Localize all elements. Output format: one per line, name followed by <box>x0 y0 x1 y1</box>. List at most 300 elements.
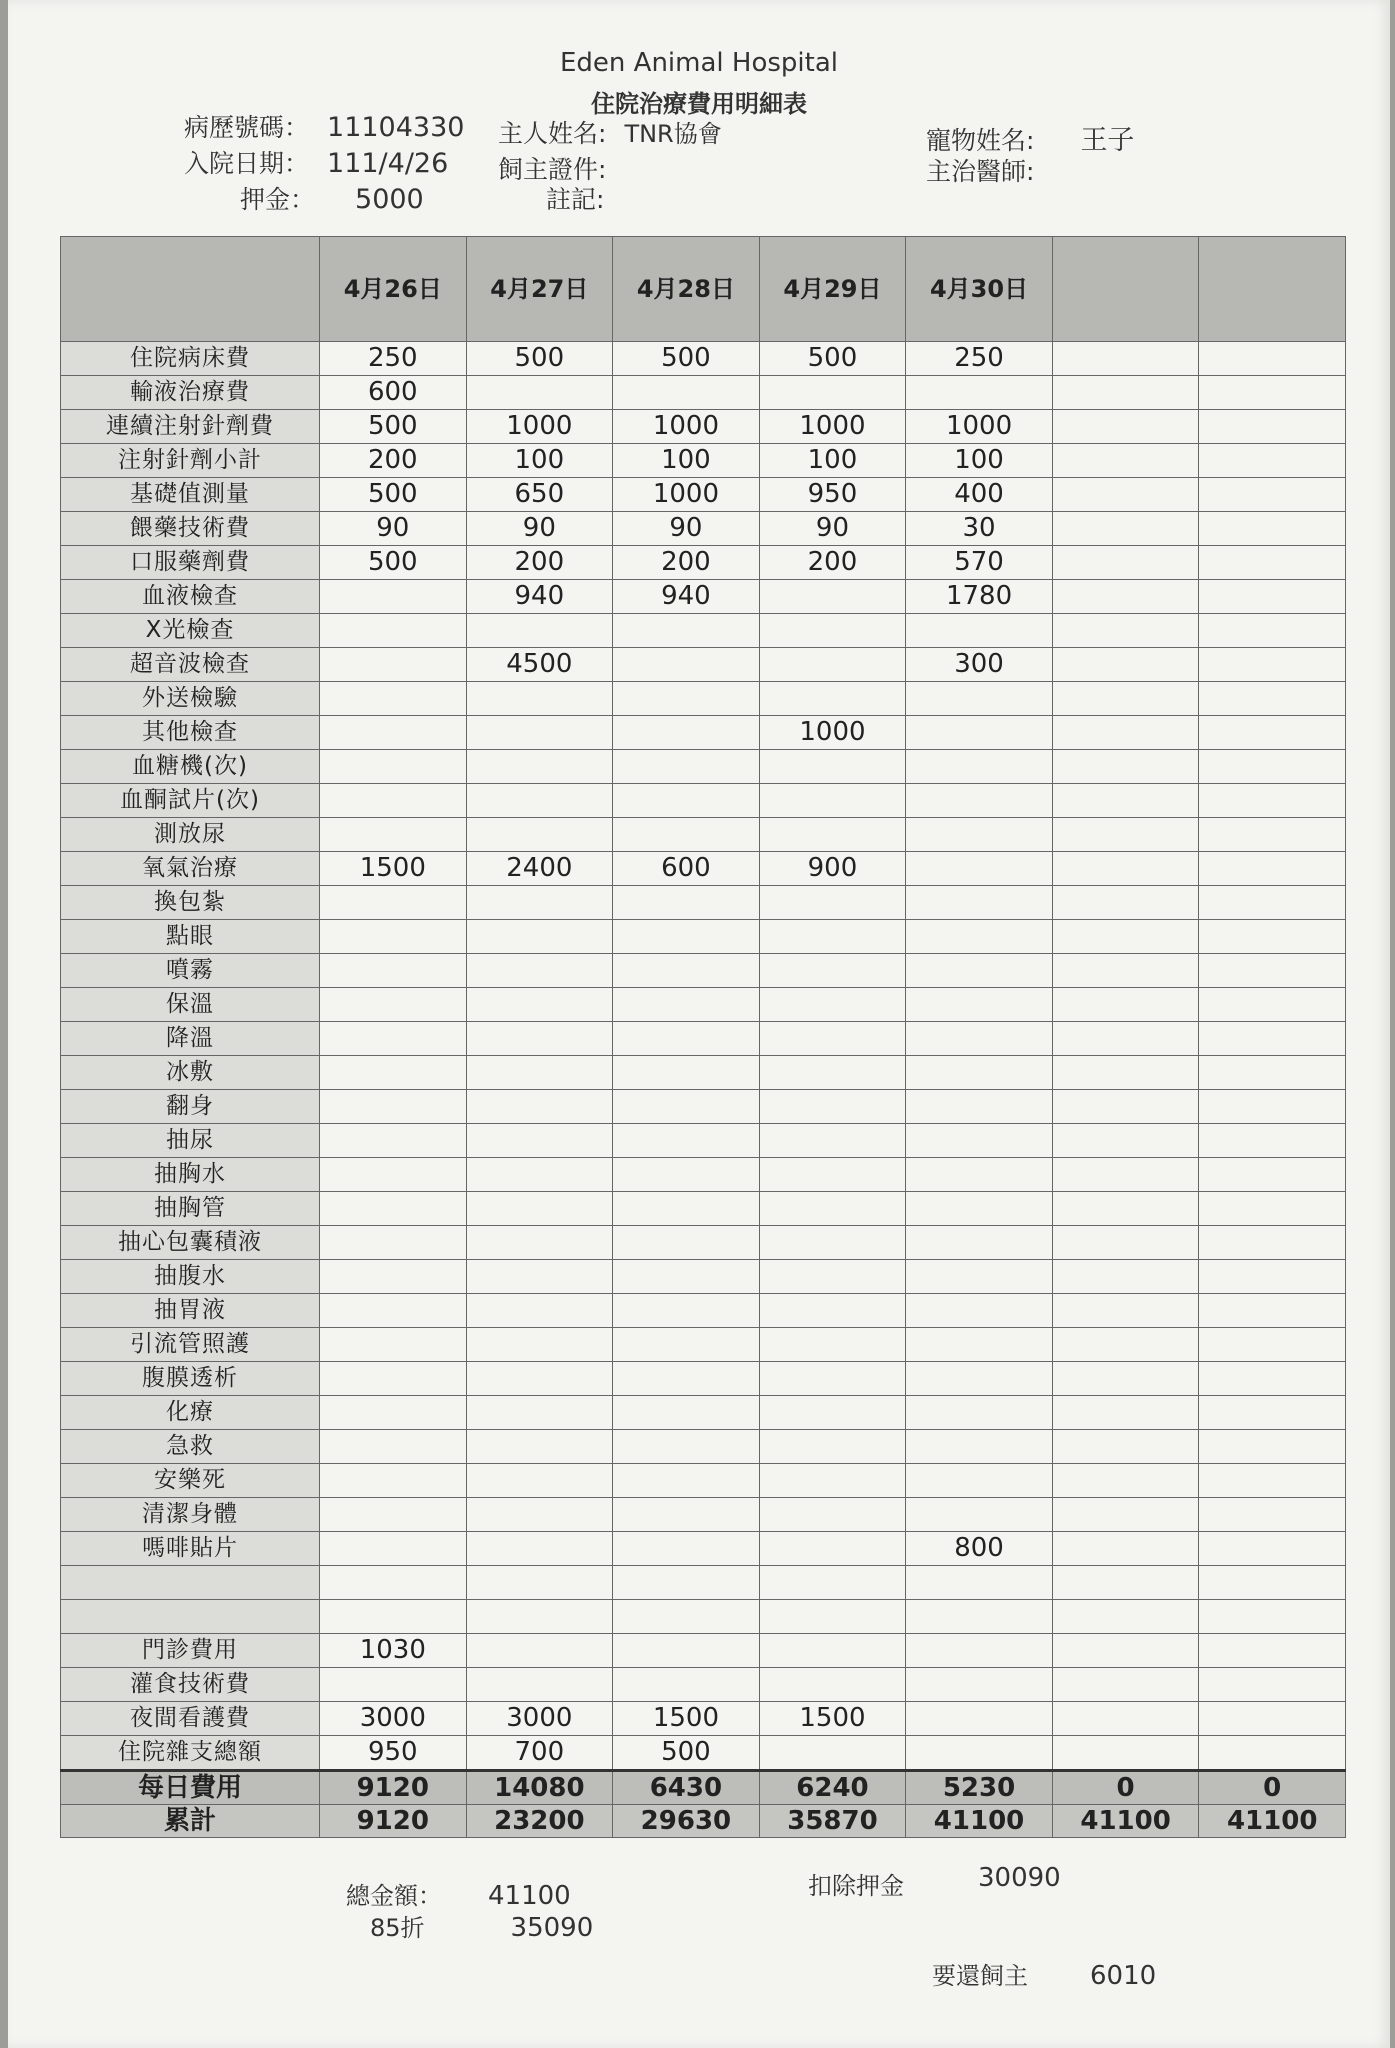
refund-owner-field <box>932 1956 1156 1991</box>
fee-cell <box>1199 1090 1346 1124</box>
fee-item-label: 灌食技術費 <box>61 1668 320 1702</box>
fee-cell <box>1052 1498 1199 1532</box>
fee-cell <box>1052 512 1199 546</box>
fee-cell <box>320 886 467 920</box>
fee-cell: 2400 <box>466 852 613 886</box>
fee-cell <box>320 1430 467 1464</box>
daily-total-cell: 6430 <box>613 1771 760 1805</box>
fee-cell: 400 <box>906 478 1053 512</box>
discount-field <box>370 1908 593 1943</box>
fee-cell <box>466 716 613 750</box>
fee-item-label: 氧氣治療 <box>61 852 320 886</box>
fee-cell: 500 <box>466 342 613 376</box>
fee-cell: 100 <box>906 444 1053 478</box>
fee-cell <box>320 1498 467 1532</box>
fee-cell <box>320 1260 467 1294</box>
fee-row <box>61 1090 1346 1124</box>
pet-name-value: 王子 <box>1080 125 1135 156</box>
fee-cell <box>1052 614 1199 648</box>
fee-cell <box>1199 1498 1346 1532</box>
fee-cell <box>466 1260 613 1294</box>
fee-cell <box>320 1294 467 1328</box>
fee-item-label: 超音波檢查 <box>61 648 320 682</box>
fee-cell <box>320 1668 467 1702</box>
fee-row <box>61 852 1346 886</box>
fee-item-label: 點眼 <box>61 920 320 954</box>
date-header: 4月26日 <box>320 237 467 342</box>
fee-cell <box>759 1226 906 1260</box>
fee-cell: 100 <box>613 444 760 478</box>
fee-cell <box>320 954 467 988</box>
fee-cell <box>613 716 760 750</box>
total-amount-field <box>346 1876 571 1911</box>
fee-item-label: 血液檢查 <box>61 580 320 614</box>
fee-cell <box>759 1600 906 1634</box>
fee-cell <box>1199 1260 1346 1294</box>
fee-row <box>61 614 1346 648</box>
fee-cell <box>759 376 906 410</box>
fee-item-label: 輸液治療費 <box>61 376 320 410</box>
refund-owner-value: 6010 <box>1090 1961 1157 1991</box>
fee-cell <box>1052 410 1199 444</box>
fee-cell <box>1052 1022 1199 1056</box>
fee-cell <box>906 614 1053 648</box>
document-title: 住院治療費用明細表 <box>591 90 807 118</box>
fee-cell <box>1199 648 1346 682</box>
fee-item-label: 嗎啡貼片 <box>61 1532 320 1566</box>
fee-cell: 500 <box>613 1736 760 1771</box>
fee-cell <box>320 1022 467 1056</box>
fee-cell <box>466 1192 613 1226</box>
fee-cell <box>1052 1600 1199 1634</box>
fee-item-label: 血糖機(次) <box>61 750 320 784</box>
fee-row <box>61 1668 1346 1702</box>
fee-cell <box>906 1124 1053 1158</box>
cumulative-row <box>61 1805 1346 1838</box>
fee-cell <box>1052 920 1199 954</box>
fee-cell <box>466 614 613 648</box>
fee-cell <box>1199 444 1346 478</box>
fee-cell <box>1052 852 1199 886</box>
fee-cell <box>906 1226 1053 1260</box>
fee-cell: 1000 <box>759 410 906 444</box>
fee-cell <box>320 1464 467 1498</box>
note-label: 註記: <box>546 185 605 214</box>
owner-value: TNR協會 <box>624 120 722 148</box>
fee-cell <box>1052 1192 1199 1226</box>
fee-cell <box>759 1158 906 1192</box>
fee-row <box>61 1430 1346 1464</box>
fee-cell <box>613 750 760 784</box>
fee-cell <box>320 1192 467 1226</box>
fee-cell <box>1199 410 1346 444</box>
fee-row <box>61 1600 1346 1634</box>
fee-item-label: 注射針劑小計 <box>61 444 320 478</box>
fee-row <box>61 1260 1346 1294</box>
invoice-paper <box>8 0 1390 2048</box>
fee-cell <box>1052 682 1199 716</box>
fee-cell <box>1199 1226 1346 1260</box>
fee-cell <box>906 1260 1053 1294</box>
fee-item-label: 抽胸管 <box>61 1192 320 1226</box>
fee-table-body <box>61 342 1346 1771</box>
daily-total-cell: 6240 <box>759 1771 906 1805</box>
fee-cell: 1030 <box>320 1634 467 1668</box>
fee-cell <box>1199 886 1346 920</box>
fee-item-label: 抽尿 <box>61 1124 320 1158</box>
fee-cell <box>1052 1634 1199 1668</box>
fee-cell <box>1052 1396 1199 1430</box>
fee-cell <box>613 1634 760 1668</box>
fee-cell <box>906 818 1053 852</box>
fee-item-label: 門診費用 <box>61 1634 320 1668</box>
fee-cell <box>906 1668 1053 1702</box>
fee-cell <box>1199 750 1346 784</box>
fee-item-label: 口服藥劑費 <box>61 546 320 580</box>
fee-cell <box>613 1396 760 1430</box>
fee-cell <box>906 784 1053 818</box>
fee-cell <box>1199 546 1346 580</box>
fee-cell <box>759 1090 906 1124</box>
fee-cell <box>466 1124 613 1158</box>
fee-cell <box>759 1430 906 1464</box>
fee-cell: 250 <box>320 342 467 376</box>
fee-cell <box>1052 1328 1199 1362</box>
fee-cell <box>613 988 760 1022</box>
cumulative-cell: 35870 <box>759 1805 906 1838</box>
fee-cell <box>613 648 760 682</box>
fee-cell: 1000 <box>906 410 1053 444</box>
fee-cell <box>1052 1158 1199 1192</box>
fee-cell <box>1052 1294 1199 1328</box>
fee-cell <box>906 1090 1053 1124</box>
fee-cell <box>1199 376 1346 410</box>
daily-total-cell: 14080 <box>466 1771 613 1805</box>
fee-cell <box>1052 1056 1199 1090</box>
fee-row <box>61 1124 1346 1158</box>
fee-cell <box>613 1328 760 1362</box>
fee-cell <box>1199 614 1346 648</box>
fee-cell <box>1199 852 1346 886</box>
daily-total-row <box>61 1771 1346 1805</box>
fee-cell: 500 <box>320 410 467 444</box>
fee-row <box>61 682 1346 716</box>
fee-row <box>61 546 1346 580</box>
fee-cell <box>759 1566 906 1600</box>
fee-cell <box>1199 1328 1346 1362</box>
fee-cell: 940 <box>466 580 613 614</box>
date-header <box>1199 237 1346 342</box>
discounted-value: 35090 <box>510 1913 594 1943</box>
fee-item-label: 夜間看護費 <box>61 1702 320 1736</box>
daily-total-cell: 9120 <box>320 1771 467 1805</box>
fee-cell <box>906 1192 1053 1226</box>
fee-cell <box>906 1702 1053 1736</box>
refund-owner-label: 要還飼主 <box>932 1962 1028 1990</box>
fee-cell: 1000 <box>759 716 906 750</box>
fee-cell <box>1052 886 1199 920</box>
admit-date-label: 入院日期： <box>184 149 310 178</box>
fee-cell: 200 <box>613 546 760 580</box>
fee-cell <box>1199 920 1346 954</box>
deposit-label: 押金： <box>240 185 316 214</box>
fee-cell <box>1199 1464 1346 1498</box>
fee-cell <box>466 1498 613 1532</box>
fee-cell <box>759 614 906 648</box>
fee-cell <box>1052 342 1199 376</box>
fee-cell <box>320 1090 467 1124</box>
fee-cell <box>466 1464 613 1498</box>
fee-cell <box>1052 1532 1199 1566</box>
fee-cell: 90 <box>613 512 760 546</box>
fee-row <box>61 1328 1346 1362</box>
fee-cell <box>906 376 1053 410</box>
record-number-field <box>184 108 464 144</box>
fee-cell <box>1052 1736 1199 1771</box>
fee-cell <box>613 1158 760 1192</box>
cumulative-cell: 29630 <box>613 1805 760 1838</box>
fee-cell <box>906 852 1053 886</box>
fee-cell <box>466 750 613 784</box>
daily-total-cell: 0 <box>1052 1771 1199 1805</box>
fee-cell <box>759 1192 906 1226</box>
hospital-name: Eden Animal Hospital <box>560 48 838 78</box>
fee-cell: 300 <box>906 648 1053 682</box>
fee-cell <box>1199 1362 1346 1396</box>
fee-cell <box>1199 580 1346 614</box>
fee-cell <box>759 1736 906 1771</box>
fee-cell: 500 <box>613 342 760 376</box>
fee-cell <box>759 1396 906 1430</box>
fee-cell: 100 <box>466 444 613 478</box>
fee-cell: 600 <box>320 376 467 410</box>
fee-cell: 200 <box>320 444 467 478</box>
fee-item-label: 引流管照護 <box>61 1328 320 1362</box>
fee-cell <box>1199 1430 1346 1464</box>
fee-cell <box>906 716 1053 750</box>
fee-row <box>61 784 1346 818</box>
fee-cell <box>320 716 467 750</box>
fee-row <box>61 1532 1346 1566</box>
fee-cell <box>759 954 906 988</box>
fee-row <box>61 1498 1346 1532</box>
deduct-deposit-value: 30090 <box>978 1863 1061 1893</box>
fee-cell <box>906 1736 1053 1771</box>
fee-cell: 900 <box>759 852 906 886</box>
fee-cell: 940 <box>613 580 760 614</box>
fee-row <box>61 410 1346 444</box>
fee-row <box>61 376 1346 410</box>
fee-cell <box>1199 1634 1346 1668</box>
fee-cell <box>759 1260 906 1294</box>
fee-cell <box>320 682 467 716</box>
fee-cell: 800 <box>906 1532 1053 1566</box>
fee-cell <box>1199 1736 1346 1771</box>
fee-cell <box>320 1226 467 1260</box>
fee-cell <box>466 1328 613 1362</box>
fee-cell <box>613 920 760 954</box>
fee-row <box>61 1566 1346 1600</box>
fee-cell <box>906 886 1053 920</box>
fee-cell <box>1199 1022 1346 1056</box>
fee-cell <box>906 1498 1053 1532</box>
fee-item-label: 抽腹水 <box>61 1260 320 1294</box>
fee-cell <box>613 1124 760 1158</box>
fee-cell <box>759 1294 906 1328</box>
fee-cell <box>1052 1668 1199 1702</box>
fee-cell <box>906 1158 1053 1192</box>
fee-cell <box>466 1668 613 1702</box>
fee-cell <box>613 1430 760 1464</box>
fee-item-label: 降溫 <box>61 1022 320 1056</box>
fee-item-label: 外送檢驗 <box>61 682 320 716</box>
fee-cell <box>1199 1124 1346 1158</box>
fee-cell <box>1052 1090 1199 1124</box>
fee-cell <box>1199 1668 1346 1702</box>
fee-cell <box>1052 818 1199 852</box>
fee-cell <box>759 886 906 920</box>
fee-cell: 90 <box>759 512 906 546</box>
fee-cell <box>466 682 613 716</box>
fee-item-label: X光檢查 <box>61 614 320 648</box>
fee-cell <box>320 818 467 852</box>
fee-cell <box>466 954 613 988</box>
fee-cell <box>906 1464 1053 1498</box>
fee-cell <box>1199 1702 1346 1736</box>
fee-cell <box>466 1396 613 1430</box>
fee-cell <box>466 1362 613 1396</box>
cumulative-cell: 41100 <box>906 1805 1053 1838</box>
fee-cell: 100 <box>759 444 906 478</box>
fee-cell <box>1199 682 1346 716</box>
fee-cell: 30 <box>906 512 1053 546</box>
fee-item-label <box>61 1566 320 1600</box>
fee-cell <box>320 1600 467 1634</box>
fee-cell <box>1199 1600 1346 1634</box>
fee-cell <box>1052 716 1199 750</box>
fee-cell <box>466 1600 613 1634</box>
fee-cell <box>466 1056 613 1090</box>
fee-cell <box>1199 1566 1346 1600</box>
fee-cell <box>759 1124 906 1158</box>
fee-row <box>61 920 1346 954</box>
fee-cell <box>320 1328 467 1362</box>
fee-cell: 1500 <box>759 1702 906 1736</box>
fee-item-label: 其他檢查 <box>61 716 320 750</box>
fee-cell <box>320 1532 467 1566</box>
fee-cell <box>759 988 906 1022</box>
fee-cell <box>613 818 760 852</box>
fee-cell <box>613 1192 760 1226</box>
fee-cell <box>906 1600 1053 1634</box>
fee-item-label: 餵藥技術費 <box>61 512 320 546</box>
fee-cell <box>320 648 467 682</box>
discount-label: 85折 <box>370 1914 425 1942</box>
fee-cell <box>466 988 613 1022</box>
fee-row <box>61 1362 1346 1396</box>
fee-cell <box>906 1396 1053 1430</box>
fee-row <box>61 954 1346 988</box>
fee-cell <box>1052 954 1199 988</box>
owner-id-label: 飼主證件: <box>498 155 607 184</box>
fee-row <box>61 1226 1346 1260</box>
fee-item-label: 冰敷 <box>61 1056 320 1090</box>
record-number-label: 病歷號碼： <box>184 113 310 142</box>
fee-cell: 570 <box>906 546 1053 580</box>
fee-cell <box>759 682 906 716</box>
fee-row <box>61 444 1346 478</box>
fee-cell <box>613 1056 760 1090</box>
fee-cell <box>613 1260 760 1294</box>
date-header: 4月27日 <box>466 237 613 342</box>
fee-cell <box>1199 1532 1346 1566</box>
fee-row <box>61 648 1346 682</box>
fee-cell <box>759 1362 906 1396</box>
fee-cell <box>466 1532 613 1566</box>
fee-cell <box>906 988 1053 1022</box>
fee-cell <box>759 920 906 954</box>
fee-table <box>60 236 1346 1838</box>
fee-cell <box>320 1396 467 1430</box>
fee-cell <box>759 1634 906 1668</box>
fee-row <box>61 580 1346 614</box>
fee-cell <box>759 1532 906 1566</box>
fee-cell: 1000 <box>466 410 613 444</box>
fee-cell: 1500 <box>320 852 467 886</box>
date-header-row <box>61 237 1346 342</box>
fee-cell <box>1052 444 1199 478</box>
fee-cell <box>1052 1702 1199 1736</box>
fee-cell <box>906 954 1053 988</box>
date-header: 4月28日 <box>613 237 760 342</box>
fee-cell: 1000 <box>613 478 760 512</box>
daily-total-cell: 5230 <box>906 1771 1053 1805</box>
fee-cell <box>320 1158 467 1192</box>
fee-row <box>61 1464 1346 1498</box>
fee-item-label: 基礎值測量 <box>61 478 320 512</box>
owner-label: 主人姓名: <box>498 119 607 148</box>
fee-row <box>61 1192 1346 1226</box>
fee-cell <box>759 784 906 818</box>
date-header <box>1052 237 1199 342</box>
fee-cell <box>320 580 467 614</box>
fee-item-label: 安樂死 <box>61 1464 320 1498</box>
fee-cell <box>1052 1226 1199 1260</box>
fee-cell <box>1199 954 1346 988</box>
fee-cell: 3000 <box>466 1702 613 1736</box>
fee-cell <box>466 1294 613 1328</box>
fee-cell: 650 <box>466 478 613 512</box>
fee-cell <box>613 682 760 716</box>
fee-cell <box>613 376 760 410</box>
fee-row <box>61 342 1346 376</box>
daily-total-label: 每日費用 <box>61 1771 320 1805</box>
fee-cell <box>320 1056 467 1090</box>
fee-row <box>61 1056 1346 1090</box>
fee-cell <box>759 580 906 614</box>
doctor-label: 主治醫師: <box>926 157 1035 186</box>
fee-cell <box>906 1430 1053 1464</box>
fee-item-label: 血酮試片(次) <box>61 784 320 818</box>
fee-cell <box>613 1226 760 1260</box>
fee-cell: 1500 <box>613 1702 760 1736</box>
fee-row <box>61 512 1346 546</box>
fee-cell <box>613 1532 760 1566</box>
fee-cell <box>466 818 613 852</box>
fee-cell <box>1052 784 1199 818</box>
date-header: 4月30日 <box>906 237 1053 342</box>
cumulative-cell: 9120 <box>320 1805 467 1838</box>
